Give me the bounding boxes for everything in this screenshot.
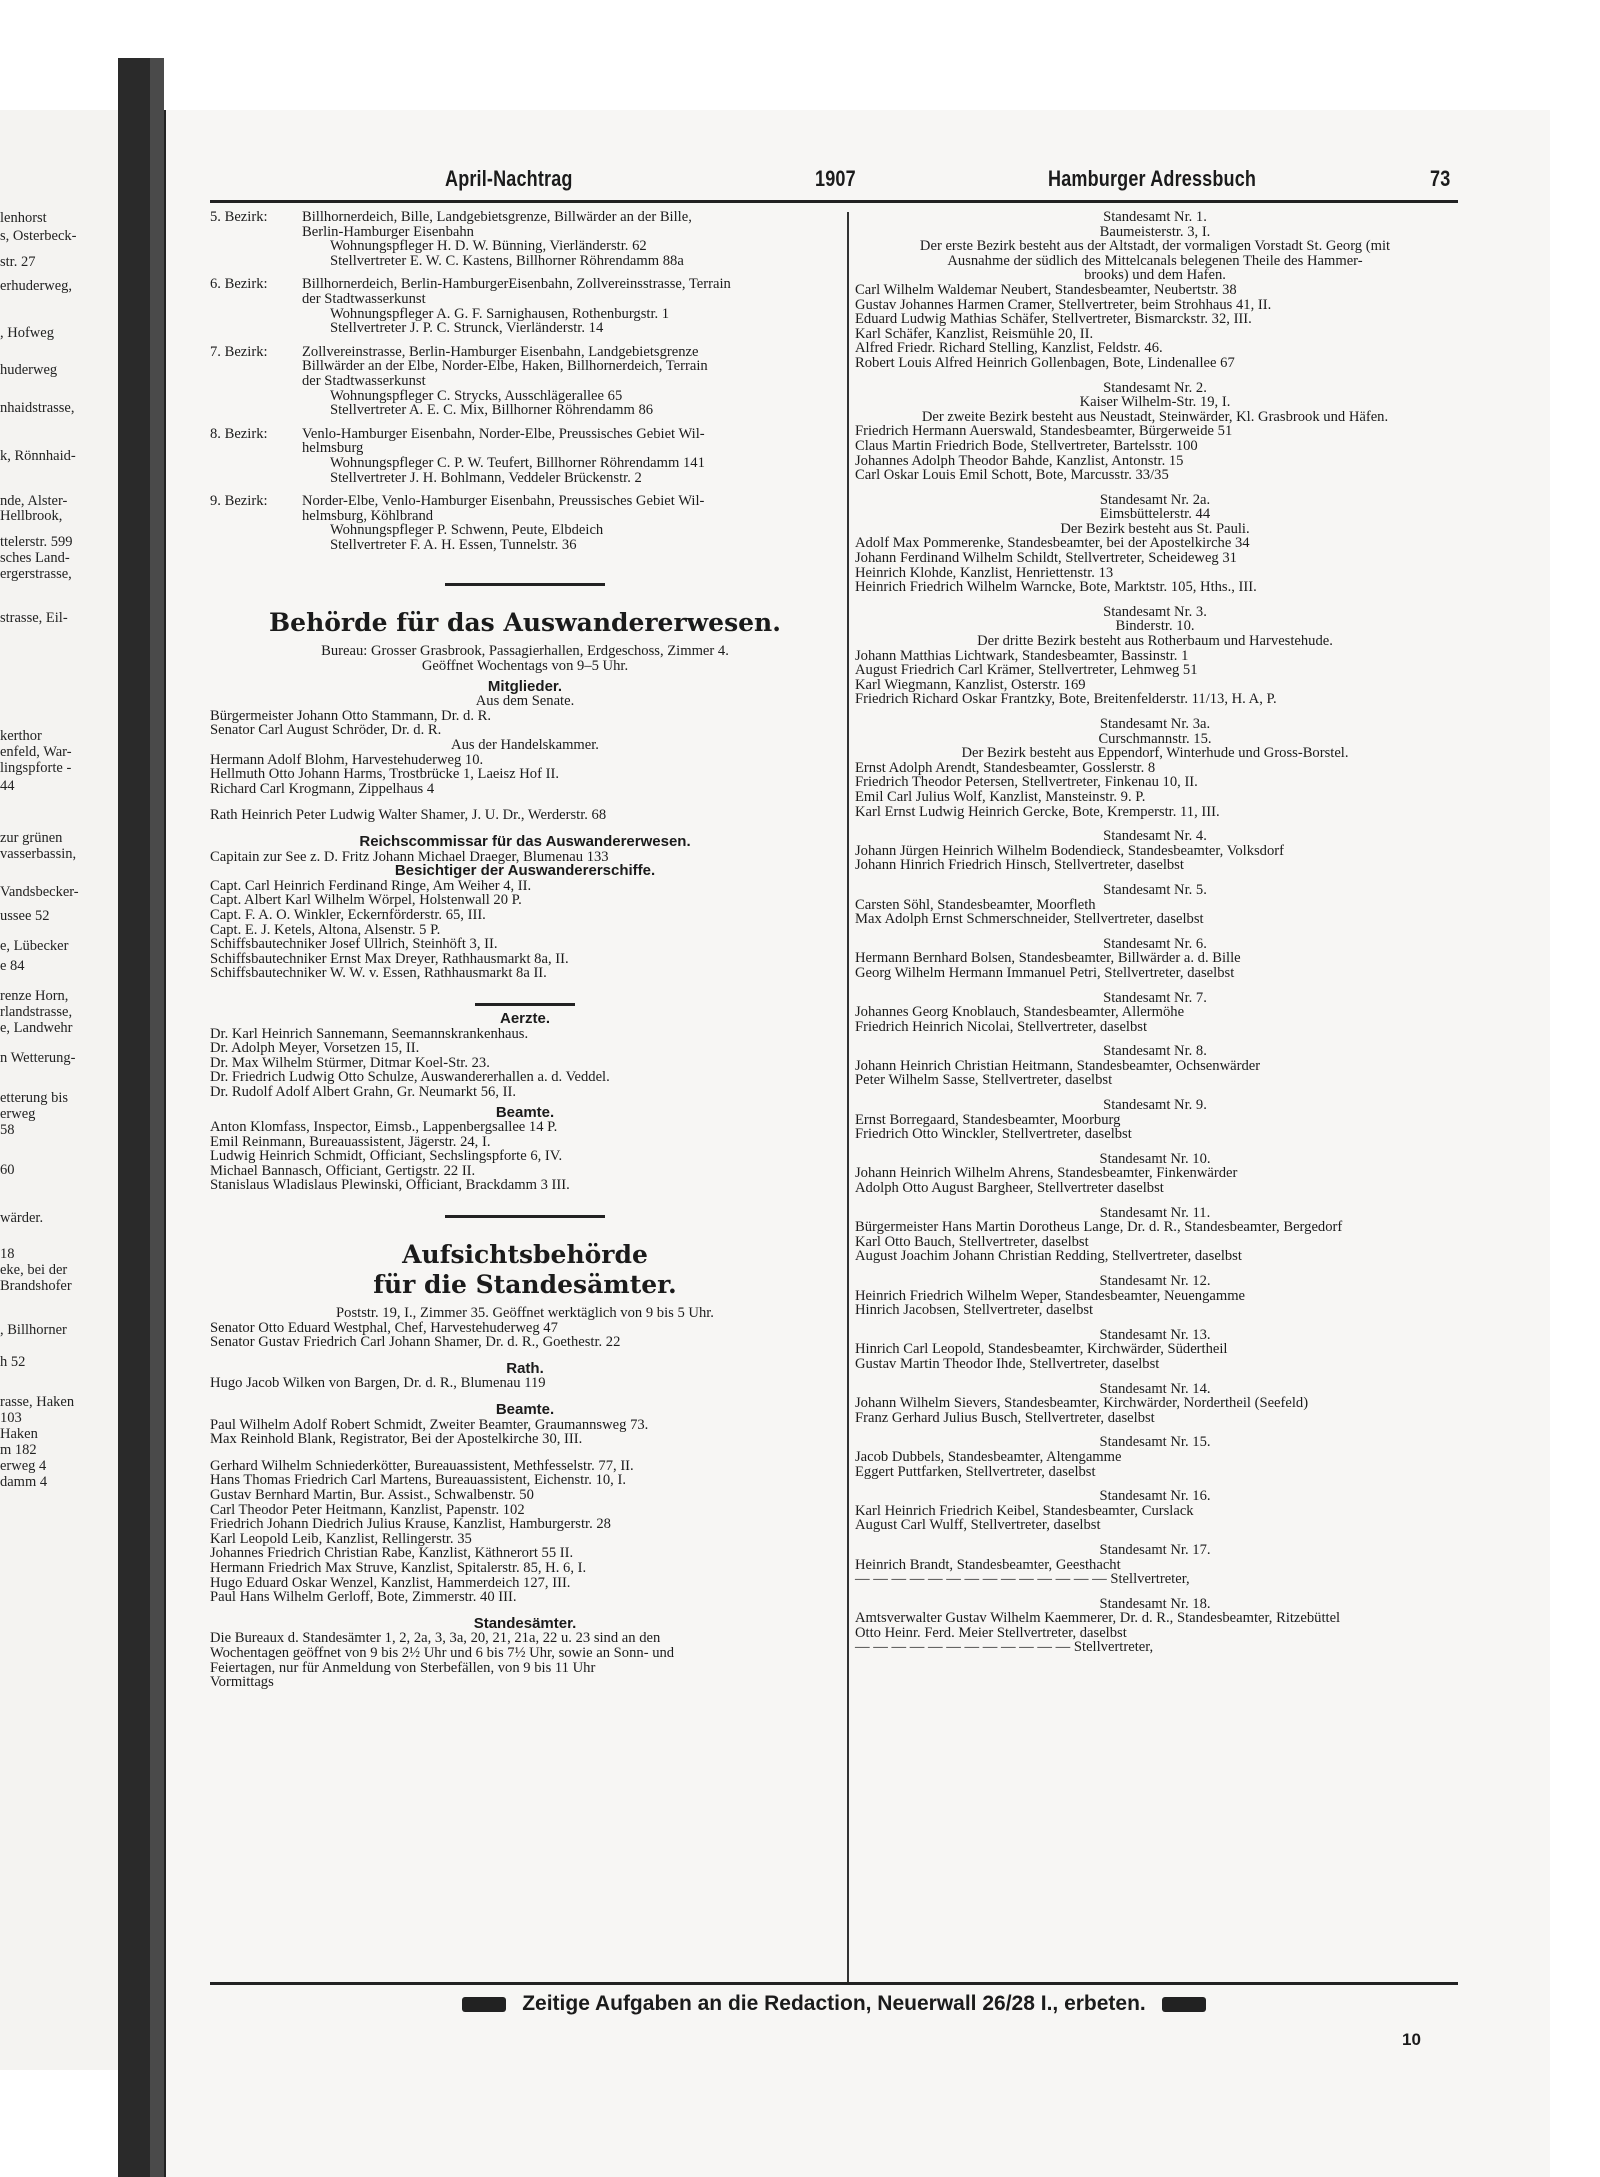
standesamt-official: Carsten Söhl, Standesbeamter, Moorfleth xyxy=(855,896,1096,913)
beamte-heading: Beamte. xyxy=(495,1103,555,1121)
aufsicht-beamter-entry: Gustav Bernhard Martin, Bur. Assist., Schwalbenstr. 50 xyxy=(210,1487,534,1503)
aufsicht-senators xyxy=(210,1321,840,1350)
besichtiger-list xyxy=(210,879,840,981)
standesamt-title: Standesamt Nr. 1. xyxy=(1103,209,1207,225)
left-page-text: 103 xyxy=(0,1410,22,1426)
handelskammer-member: Hellmuth Otto Johann Harms, Trostbrücke 1, Laeisz Hof II. xyxy=(210,766,559,783)
standesamt-entry xyxy=(855,1382,1455,1426)
district-official-line: Stellvertreter J. H. Bohlmann, Veddeler Brückenstr. 2 xyxy=(330,469,642,486)
left-page-text: , Hofweg xyxy=(0,325,54,341)
district-entry xyxy=(210,210,840,268)
standesamt-official: Johann Wilhelm Sievers, Standesbeamter, Kirchwärder, Nordertheil (Seefeld) xyxy=(855,1395,1309,1412)
standesamt-address: Eimsbüttelerstr. 44 xyxy=(1099,506,1211,523)
standesamt-district-desc: Der Bezirk besteht aus Eppendorf, Winterhude und Gross-Borstel. xyxy=(961,745,1349,762)
reichscommissar-entry: Capitain zur See z. D. Fritz Johann Michael Draeger, Blumenau 133 xyxy=(210,848,609,865)
senator-entry: Senator Gustav Friedrich Carl Johann Shamer, Dr. d. R., Goethestr. 22 xyxy=(210,1334,621,1351)
standesamt-title: Standesamt Nr. 14. xyxy=(1099,1380,1211,1397)
left-column xyxy=(210,210,840,1690)
left-page-text: 58 xyxy=(0,1122,15,1138)
left-page-text: erweg 4 xyxy=(0,1458,47,1474)
standesamt-official: Franz Gerhard Julius Busch, Stellvertreter, daselbst xyxy=(855,1409,1155,1426)
aufsicht-beamter-entry: Max Reinhold Blank, Registrator, Bei der Apostelkirche 30, III. xyxy=(210,1431,583,1448)
standesamt-title: Standesamt Nr. 4. xyxy=(1103,828,1207,845)
district-official-line: Wohnungspfleger C. P. W. Teufert, Billhorner Röhrendamm 141 xyxy=(330,454,705,471)
aufsicht-beamte-heading: Beamte. xyxy=(495,1401,555,1419)
standesamt-official: Emil Carl Julius Wolf, Kanzlist, Mansteinstr. 9. P. xyxy=(855,788,1146,805)
standesamt-entry xyxy=(855,991,1455,1035)
standesamt-district-desc: Der erste Bezirk besteht aus der Altstadt, der vormaligen Vorstadt St. Georg (mit xyxy=(919,238,1391,255)
standesamt-title: Standesamt Nr. 9. xyxy=(1103,1097,1207,1114)
auswanderer-bureau-line: Bureau: Grosser Grasbrook, Passagierhallen, Erdgeschoss, Zimmer 4. xyxy=(321,643,729,660)
scan-top-margin xyxy=(0,0,1600,58)
arzt-entry: Dr. Friedrich Ludwig Otto Schulze, Auswandererhallen a. d. Veddel. xyxy=(210,1069,610,1086)
left-page-text: 18 xyxy=(0,1246,15,1262)
standesamt-official: Gustav Martin Theodor Ihde, Stellvertreter, daselbst xyxy=(855,1355,1160,1372)
arzt-entry: Dr. Karl Heinrich Sannemann, Seemannskrankenhaus. xyxy=(210,1025,529,1042)
standesamt-entry xyxy=(855,1597,1455,1655)
standesaemter-hours-line: Feiertagen, nur für Anmeldung von Sterbefällen, von 9 bis 11 Uhr xyxy=(210,1659,596,1676)
standesamt-official: Johann Ferdinand Wilhelm Schildt, Stellvertreter, Scheideweg 31 xyxy=(855,550,1237,567)
standesamt-entry xyxy=(855,1274,1455,1318)
standesamt-district-desc: brooks) und dem Hafen. xyxy=(1084,267,1226,284)
standesamt-official: Johann Hinrich Friedrich Hinsch, Stellvertreter, daselbst xyxy=(855,857,1184,874)
left-page-text: 60 xyxy=(0,1162,15,1178)
standesamt-official: Karl Wiegmann, Kanzlist, Osterstr. 169 xyxy=(855,676,1086,693)
standesamt-entry xyxy=(855,493,1455,595)
district-boundary-line: Berlin-Hamburger Eisenbahn xyxy=(302,223,474,240)
standesamt-entry xyxy=(855,1152,1455,1196)
besichtiger-entry: Schiffsbautechniker Josef Ullrich, Steinhöft 3, II. xyxy=(210,936,498,953)
district-official-line: Wohnungspfleger P. Schwenn, Peute, Elbdeich xyxy=(330,522,604,539)
standesamt-entry xyxy=(855,1098,1455,1142)
standesamt-title: Standesamt Nr. 2. xyxy=(1103,379,1207,396)
left-page-text: etterung bis xyxy=(0,1090,69,1106)
standesaemter-hours-line: Vormittags xyxy=(210,1674,274,1691)
left-page-text: damm 4 xyxy=(0,1474,48,1490)
handelskammer-label: Aus der Handelskammer. xyxy=(451,737,599,754)
senator-entry: Senator Otto Eduard Westphal, Chef, Harvestehuderweg 47 xyxy=(210,1319,558,1336)
besichtiger-heading: Besichtiger der Auswandererschiffe. xyxy=(394,862,656,880)
standesamt-official: Adolf Max Pommerenke, Standesbeamter, bei der Apostelkirche 34 xyxy=(855,535,1250,552)
standesamt-official: Jacob Dubbels, Standesbeamter, Altengamme xyxy=(855,1448,1122,1465)
standesamt-entry xyxy=(855,883,1455,927)
standesamt-official: Max Adolph Ernst Schmerschneider, Stellvertreter, daselbst xyxy=(855,911,1204,928)
district-boundary-line: Billhornerdeich, Berlin-HamburgerEisenbahn, Zollvereinsstrasse, Terrain xyxy=(302,276,731,293)
left-page-text: Haken xyxy=(0,1426,38,1442)
beamter-entry: Emil Reinmann, Bureauassistent, Jägerstr. 24, I. xyxy=(210,1133,491,1150)
standesamt-official: Friedrich Hermann Auerswald, Standesbeamter, Bürgerweide 51 xyxy=(855,423,1233,440)
aufsicht-beamte-b xyxy=(210,1459,840,1605)
header-rule xyxy=(210,200,1458,203)
district-boundary-line: Billwärder an der Elbe, Norder-Elbe, Haken, Billhornerdeich, Terrain xyxy=(302,358,708,375)
standesamt-title: Standesamt Nr. 6. xyxy=(1103,935,1207,952)
standesamt-official: Claus Martin Friedrich Bode, Stellvertreter, Bartelsstr. 100 xyxy=(855,437,1198,454)
standesamt-official: Friedrich Richard Oskar Frantzky, Bote, Breitenfelderstr. 11/13, H. A, P. xyxy=(855,691,1277,708)
standesaemter-heading: Standesämter. xyxy=(473,1614,577,1632)
left-page-text: k, Rönnhaid- xyxy=(0,448,76,464)
arzt-entry: Dr. Adolph Meyer, Vorsetzen 15, II. xyxy=(210,1040,420,1057)
standesamt-official: Heinrich Friedrich Wilhelm Weper, Standesbeamter, Neuengamme xyxy=(855,1287,1246,1304)
standesamt-official: Carl Wilhelm Waldemar Neubert, Standesbeamter, Neubertstr. 38 xyxy=(855,281,1237,298)
standesamt-official: Johann Matthias Lichtwark, Standesbeamter, Bassinstr. 1 xyxy=(855,647,1189,664)
aufsicht-beamter-entry: Carl Theodor Peter Heitmann, Kanzlist, Papenstr. 102 xyxy=(210,1501,525,1518)
left-page-text: rasse, Haken xyxy=(0,1394,75,1410)
district-label: 7. Bezirk: xyxy=(210,343,268,360)
district-body xyxy=(302,210,840,268)
left-page-text: 44 xyxy=(0,778,15,794)
district-boundary-line: Billhornerdeich, Bille, Landgebietsgrenze, Billwärder an der Bille, xyxy=(302,209,692,225)
standesamt-official: — — — — — — — — — — — — — — Stellvertreter, xyxy=(855,1571,1190,1588)
standesamt-official: Johann Jürgen Heinrich Wilhelm Bodendieck, Standesbeamter, Volksdorf xyxy=(855,842,1284,859)
standesamt-district-desc: Der dritte Bezirk besteht aus Rotherbaum und Harvestehude. xyxy=(977,633,1333,650)
district-label: 6. Bezirk: xyxy=(210,276,268,293)
left-page-text: nde, Alster- xyxy=(0,493,68,509)
left-page-text: n Wetterung- xyxy=(0,1050,76,1066)
standesamt-title: Standesamt Nr. 13. xyxy=(1099,1326,1211,1343)
senat-member: Bürgermeister Johann Otto Stammann, Dr. d. R. xyxy=(210,707,492,724)
standesamt-official: Heinrich Klohde, Kanzlist, Henriettenstr. 13 xyxy=(855,564,1114,581)
left-page-text: lenhorst xyxy=(0,210,47,226)
left-page-text: erhuderweg, xyxy=(0,278,73,294)
standesamt-official: August Carl Wulff, Stellvertreter, daselbst xyxy=(855,1517,1101,1534)
standesamt-official: Johann Heinrich Wilhelm Ahrens, Standesbeamter, Finkenwärder xyxy=(855,1165,1238,1182)
standesamt-entry xyxy=(855,937,1455,981)
gutter-shadow xyxy=(150,58,164,2177)
besichtiger-entry: Capt. Albert Karl Wilhelm Wörpel, Holstenwall 20 P. xyxy=(210,892,522,909)
standesamt-official: Otto Heinr. Ferd. Meier Stellvertreter, daselbst xyxy=(855,1624,1127,1641)
standesamt-official: Johann Heinrich Christian Heitmann, Standesbeamter, Ochsenwärder xyxy=(855,1057,1261,1074)
standesamt-entry xyxy=(855,210,1455,371)
standesamt-official: Eduard Ludwig Mathias Schäfer, Stellvertreter, Bismarckstr. 32, III. xyxy=(855,311,1252,328)
standesamt-title: Standesamt Nr. 12. xyxy=(1099,1273,1211,1289)
district-official-line: Stellvertreter J. P. C. Strunck, Vierländerstr. 14 xyxy=(330,320,604,337)
reichscommissar-heading: Reichscommissar für das Auswandererwesen. xyxy=(359,833,691,850)
standesamt-title: Standesamt Nr. 7. xyxy=(1103,989,1207,1006)
district-entry xyxy=(210,345,840,418)
standesamt-title: Standesamt Nr. 5. xyxy=(1103,881,1207,898)
standesamt-title: Standesamt Nr. 8. xyxy=(1103,1043,1207,1060)
header-page-number: 73 xyxy=(1430,166,1451,191)
left-page-text: s, Osterbeck- xyxy=(0,228,77,244)
left-page-text: ussee 52 xyxy=(0,908,50,924)
mitglieder-heading: Mitglieder. xyxy=(487,677,563,695)
standesaemter-hours-line: Wochentagen geöffnet von 9 bis 2½ Uhr und 6 bis 7½ Uhr, sowie an Sonn- und xyxy=(210,1644,675,1661)
standesamt-title: Standesamt Nr. 15. xyxy=(1099,1434,1211,1451)
beamter-entry: Michael Bannasch, Officiant, Gertigstr. 22 II. xyxy=(210,1162,476,1179)
standesaemter-hours xyxy=(210,1631,840,1689)
standesamt-title: Standesamt Nr. 11. xyxy=(1099,1204,1211,1221)
standesamt-title: Standesamt Nr. 16. xyxy=(1099,1488,1211,1505)
district-boundary-line: Zollvereinstrasse, Berlin-Hamburger Eisenbahn, Landgebietsgrenze xyxy=(302,343,699,360)
left-page-text: e, Lübecker xyxy=(0,938,69,954)
district-official-line: Wohnungspfleger C. Strycks, Ausschlägerallee 65 xyxy=(330,387,623,404)
district-list xyxy=(210,210,840,552)
beamter-entry: Ludwig Heinrich Schmidt, Officiant, Sechslingspforte 6, IV. xyxy=(210,1148,563,1165)
standesamt-entry xyxy=(855,1543,1455,1587)
left-page-text: strasse, Eil- xyxy=(0,610,68,626)
district-entry xyxy=(210,277,840,335)
standesamt-official: Heinrich Friedrich Wilhelm Warncke, Bote, Marktstr. 105, Hths., III. xyxy=(855,579,1257,596)
besichtiger-entry: Capt. Carl Heinrich Ferdinand Ringe, Am Weiher 4, II. xyxy=(210,877,532,894)
standesamt-entry xyxy=(855,381,1455,483)
left-page-text: vasserbassin, xyxy=(0,846,77,862)
district-label: 9. Bezirk: xyxy=(210,493,268,510)
aufsicht-beamter-entry: Paul Hans Wilhelm Gerloff, Bote, Zimmerstr. 40 III. xyxy=(210,1589,517,1606)
aufsicht-beamter-entry: Paul Wilhelm Adolf Robert Schmidt, Zweiter Beamter, Graumannsweg 73. xyxy=(210,1416,649,1433)
standesamt-official: Hermann Bernhard Bolsen, Standesbeamter, Billwärder a. d. Bille xyxy=(855,950,1241,967)
standesamt-official: Amtsverwalter Gustav Wilhelm Kaemmerer, Dr. d. R., Standesbeamter, Ritzebüttel xyxy=(855,1610,1341,1627)
district-entry xyxy=(210,427,840,485)
aerzte-list xyxy=(210,1027,840,1100)
header-title: Hamburger Adressbuch xyxy=(1048,166,1257,191)
standesamt-official: Friedrich Heinrich Nicolai, Stellvertreter, daselbst xyxy=(855,1018,1148,1035)
standesamt-official: Robert Louis Alfred Heinrich Gollenbagen, Bote, Lindenallee 67 xyxy=(855,354,1235,371)
left-page-text: renze Horn, xyxy=(0,988,69,1004)
beamter-entry: Anton Klomfass, Inspector, Eimsb., Lappenbergsallee 14 P. xyxy=(210,1119,558,1136)
standesamt-official: Alfred Friedr. Richard Stelling, Kanzlist, Feldstr. 46. xyxy=(855,340,1163,357)
standesamt-entry xyxy=(855,1489,1455,1533)
district-boundary-line: helmsburg, Köhlbrand xyxy=(302,507,434,524)
aerzte-heading: Aerzte. xyxy=(499,1009,551,1027)
aufsicht-rath-entry: Hugo Jacob Wilken von Bargen, Dr. d. R., Blumenau 119 xyxy=(210,1375,546,1392)
beamte-list xyxy=(210,1120,840,1193)
standesamt-official: Bürgermeister Hans Martin Dorotheus Lange, Dr. d. R., Standesbeamter, Bergedorf xyxy=(855,1219,1343,1236)
auswanderer-hours-line: Geöffnet Wochentags von 9–5 Uhr. xyxy=(421,658,629,675)
district-official-line: Wohnungspfleger A. G. F. Sarnighausen, Rothenburgstr. 1 xyxy=(330,305,670,322)
left-page-text: e 84 xyxy=(0,958,25,974)
district-boundary-line: Venlo-Hamburger Eisenbahn, Norder-Elbe, Preussisches Gebiet Wil- xyxy=(302,425,705,442)
standesamt-official: Carl Oskar Louis Emil Schott, Bote, Marcusstr. 33/35 xyxy=(855,467,1169,484)
standesamt-title: Standesamt Nr. 2a. xyxy=(1099,491,1211,508)
handelskammer-members xyxy=(210,753,840,797)
standesamt-address: Binderstr. 10. xyxy=(1115,618,1195,635)
left-page-text: eke, bei der xyxy=(0,1262,68,1278)
standesamt-official: Karl Otto Bauch, Stellvertreter, daselbst xyxy=(855,1233,1089,1250)
aufsicht-rath-heading: Rath. xyxy=(506,1359,544,1377)
aufsicht-beamter-entry: Hans Thomas Friedrich Carl Martens, Bureauassistent, Eichenstr. 10, I. xyxy=(210,1472,626,1489)
aufsicht-beamter-entry: Hugo Eduard Oskar Wenzel, Kanzlist, Hammerdeich 127, III. xyxy=(210,1574,571,1591)
left-page-text: enfeld, War- xyxy=(0,744,72,760)
left-page-text: ttelerstr. 599 xyxy=(0,534,73,550)
standesamt-official: Gustav Johannes Harmen Cramer, Stellvertreter, beim Strohhaus 41, II. xyxy=(855,296,1272,313)
standesamt-address: Kaiser Wilhelm-Str. 19, I. xyxy=(1079,394,1231,411)
standesamt-official: Georg Wilhelm Hermann Immanuel Petri, Stellvertreter, daselbst xyxy=(855,964,1235,981)
standesamt-official: Adolph Otto August Bargheer, Stellvertreter daselbst xyxy=(855,1180,1164,1197)
senat-member: Senator Carl August Schröder, Dr. d. R. xyxy=(210,722,442,739)
left-page-text: Brandshofer xyxy=(0,1278,72,1294)
district-body xyxy=(302,345,840,418)
standesamt-entry xyxy=(855,1206,1455,1264)
district-official-line: Stellvertreter A. E. C. Mix, Billhorner Röhrendamm 86 xyxy=(330,402,654,419)
standesamt-title: Standesamt Nr. 10. xyxy=(1099,1150,1211,1167)
standesamt-list xyxy=(855,210,1455,1665)
aufsicht-beamter-entry: Hermann Friedrich Max Struve, Kanzlist, Spitalerstr. 85, H. 6, I. xyxy=(210,1559,587,1576)
besichtiger-entry: Capt. E. J. Ketels, Altona, Alsenstr. 5 P. xyxy=(210,921,441,938)
aufsicht-beamter-entry: Karl Leopold Leib, Kanzlist, Rellingerstr. 35 xyxy=(210,1530,472,1547)
footer-text: Zeitige Aufgaben an die Redaction, Neuerwall 26/28 I., erbeten. xyxy=(522,1992,1146,2015)
standesamt-title: Standesamt Nr. 18. xyxy=(1099,1595,1211,1612)
standesamt-official: Hinrich Jacobsen, Stellvertreter, daselbst xyxy=(855,1302,1094,1319)
left-page-text: Hellbrook, xyxy=(0,508,63,524)
left-page-text: erweg xyxy=(0,1106,36,1122)
standesamt-official: Karl Heinrich Friedrich Keibel, Standesbeamter, Curslack xyxy=(855,1502,1194,1519)
district-boundary-line: der Stadtwasserkunst xyxy=(302,372,426,389)
standesamt-official: Ernst Adolph Arendt, Standesbeamter, Gosslerstr. 8 xyxy=(855,759,1156,776)
standesamt-entry xyxy=(855,1328,1455,1372)
standesamt-title: Standesamt Nr. 3. xyxy=(1103,603,1207,620)
standesamt-official: Eggert Puttfarken, Stellvertreter, daselbst xyxy=(855,1463,1096,1480)
standesamt-entry xyxy=(855,717,1455,819)
standesamt-entry xyxy=(855,829,1455,873)
district-official-line: Stellvertreter F. A. H. Essen, Tunnelstr. 36 xyxy=(330,536,577,553)
standesamt-official: Heinrich Brandt, Standesbeamter, Geesthacht xyxy=(855,1556,1121,1573)
district-body xyxy=(302,277,840,335)
handelskammer-member: Hermann Adolf Blohm, Harvestehuderweg 10. xyxy=(210,751,484,768)
rath-entry: Rath Heinrich Peter Ludwig Walter Shamer, J. U. Dr., Werderstr. 68 xyxy=(210,807,607,824)
standesamt-official: Friedrich Theodor Petersen, Stellvertreter, Finkenau 10, II. xyxy=(855,774,1198,791)
left-page-text: str. 27 xyxy=(0,254,36,270)
standesamt-official: Johannes Adolph Theodor Bahde, Kanzlist, Antonstr. 15 xyxy=(855,452,1184,469)
standesamt-address: Curschmannstr. 15. xyxy=(1098,730,1212,747)
left-page-text: zur grünen xyxy=(0,830,63,846)
handelskammer-member: Richard Carl Krogmann, Zippelhaus 4 xyxy=(210,780,435,797)
standesamt-district-desc: Der zweite Bezirk besteht aus Neustadt, Steinwärder, Kl. Grasbrook und Häfen. xyxy=(921,408,1389,425)
signature-number: 10 xyxy=(1402,2030,1421,2049)
standesamt-official: Karl Ernst Ludwig Heinrich Gercke, Bote, Kremperstr. 11, III. xyxy=(855,803,1220,820)
arzt-entry: Dr. Max Wilhelm Stürmer, Ditmar Koel-Str. 23. xyxy=(210,1054,490,1071)
footer-rule xyxy=(210,1982,1458,1985)
aufsicht-beamter-entry: Friedrich Johann Diedrich Julius Krause, Kanzlist, Hamburgerstr. 28 xyxy=(210,1516,611,1533)
auswanderer-heading: Behörde für das Auswandererwesen. xyxy=(269,608,781,638)
district-entry xyxy=(210,494,840,552)
standesamt-official: Hinrich Carl Leopold, Standesbeamter, Kirchwärder, Südertheil xyxy=(855,1341,1228,1358)
left-page-text: huderweg xyxy=(0,362,58,378)
left-page-text: nhaidstrasse, xyxy=(0,400,75,416)
district-label: 5. Bezirk: xyxy=(210,209,268,225)
standesamt-official: Johannes Georg Knoblauch, Standesbeamter, Allermöhe xyxy=(855,1004,1185,1021)
aufsicht-address: Poststr. 19, I., Zimmer 35. Geöffnet werktäglich von 9 bis 5 Uhr. xyxy=(336,1305,714,1322)
standesamt-official: August Friedrich Carl Krämer, Stellvertreter, Lehmweg 51 xyxy=(855,662,1198,679)
left-page-text: rlandstrasse, xyxy=(0,1004,73,1020)
besichtiger-entry: Schiffsbautechniker W. W. v. Essen, Rathhausmarkt 8a II. xyxy=(210,965,547,982)
district-boundary-line: helmsburg xyxy=(302,440,364,457)
standesamt-official: August Joachim Johann Christian Redding, Stellvertreter, daselbst xyxy=(855,1248,1242,1265)
standesamt-district-desc: Ausnahme der südlich des Mittelcanals belegenen Theile des Hammer- xyxy=(947,252,1363,269)
standesamt-entry xyxy=(855,1044,1455,1088)
aufsicht-beamte-a xyxy=(210,1418,840,1447)
left-page-text: Vandsbecker- xyxy=(0,884,79,900)
aufsicht-heading-1: Aufsichtsbehörde xyxy=(402,1240,648,1270)
standesamt-district-desc: Der Bezirk besteht aus St. Pauli. xyxy=(1060,520,1250,537)
header-year: 1907 xyxy=(815,166,856,191)
standesamt-entry xyxy=(855,605,1455,707)
left-page-text: , Billhorner xyxy=(0,1322,67,1338)
left-page-text: wärder. xyxy=(0,1210,44,1226)
standesamt-entry xyxy=(855,1435,1455,1479)
arzt-entry: Dr. Rudolf Adolf Albert Grahn, Gr. Neumarkt 56, II. xyxy=(210,1083,517,1100)
aufsicht-beamter-entry: Johannes Friedrich Christian Rabe, Kanzlist, Käthnerort 55 II. xyxy=(210,1545,574,1562)
district-label: 8. Bezirk: xyxy=(210,425,268,442)
standesaemter-hours-line: Die Bureaux d. Standesämter 1, 2, 2a, 3, 3a, 20, 21, 21a, 22 u. 23 sind an den xyxy=(210,1630,661,1647)
left-page-text: sches Land- xyxy=(0,550,70,566)
standesamt-address: Baumeisterstr. 3, I. xyxy=(1099,223,1211,240)
standesamt-official: Peter Wilhelm Sasse, Stellvertreter, daselbst xyxy=(855,1072,1113,1089)
besichtiger-entry: Schiffsbautechniker Ernst Max Dreyer, Rathhausmarkt 8a, II. xyxy=(210,950,569,967)
left-page-text: e, Landwehr xyxy=(0,1020,73,1036)
standesamt-official: — — — — — — — — — — — — Stellvertreter, xyxy=(855,1639,1154,1656)
district-official-line: Stellvertreter E. W. C. Kastens, Billhorner Röhrendamm 88a xyxy=(330,252,684,269)
standesamt-official: Ernst Borregaard, Standesbeamter, Moorburg xyxy=(855,1111,1121,1128)
column-divider xyxy=(847,212,849,1982)
footer-notice xyxy=(210,1992,1458,2016)
left-page-text: lingspforte - xyxy=(0,760,72,776)
senat-label: Aus dem Senate. xyxy=(475,693,575,710)
aufsicht-heading-2: für die Standesämter. xyxy=(373,1270,677,1300)
district-body xyxy=(302,494,840,552)
standesamt-title: Standesamt Nr. 3a. xyxy=(1099,716,1211,732)
pointing-hand-left-icon xyxy=(462,1997,506,2012)
left-page-text: kerthor xyxy=(0,728,42,744)
standesamt-official: Friedrich Otto Winckler, Stellvertreter, daselbst xyxy=(855,1126,1132,1143)
district-boundary-line: Norder-Elbe, Venlo-Hamburger Eisenbahn, Preussisches Gebiet Wil- xyxy=(302,493,705,510)
district-official-line: Wohnungspfleger H. D. W. Bünning, Vierländerstr. 62 xyxy=(330,238,647,255)
aufsicht-beamter-entry: Gerhard Wilhelm Schniederkötter, Bureauassistent, Methfesselstr. 77, II. xyxy=(210,1457,634,1474)
besichtiger-entry: Capt. F. A. O. Winkler, Eckernförderstr. 65, III. xyxy=(210,906,486,923)
left-page-text: ergerstrasse, xyxy=(0,566,72,582)
pointing-hand-right-icon xyxy=(1162,1997,1206,2012)
left-page-text: h 52 xyxy=(0,1354,26,1370)
senat-members xyxy=(210,709,840,738)
header-section-label: April-Nachtrag xyxy=(445,166,573,191)
left-page-text: m 182 xyxy=(0,1442,37,1458)
beamter-entry: Stanislaus Wladislaus Plewinski, Officiant, Brackdamm 3 III. xyxy=(210,1177,570,1194)
district-boundary-line: der Stadtwasserkunst xyxy=(302,290,426,307)
standesamt-official: Karl Schäfer, Kanzlist, Reismühle 20, II. xyxy=(855,325,1094,342)
district-body xyxy=(302,427,840,485)
standesamt-title: Standesamt Nr. 17. xyxy=(1099,1541,1211,1558)
